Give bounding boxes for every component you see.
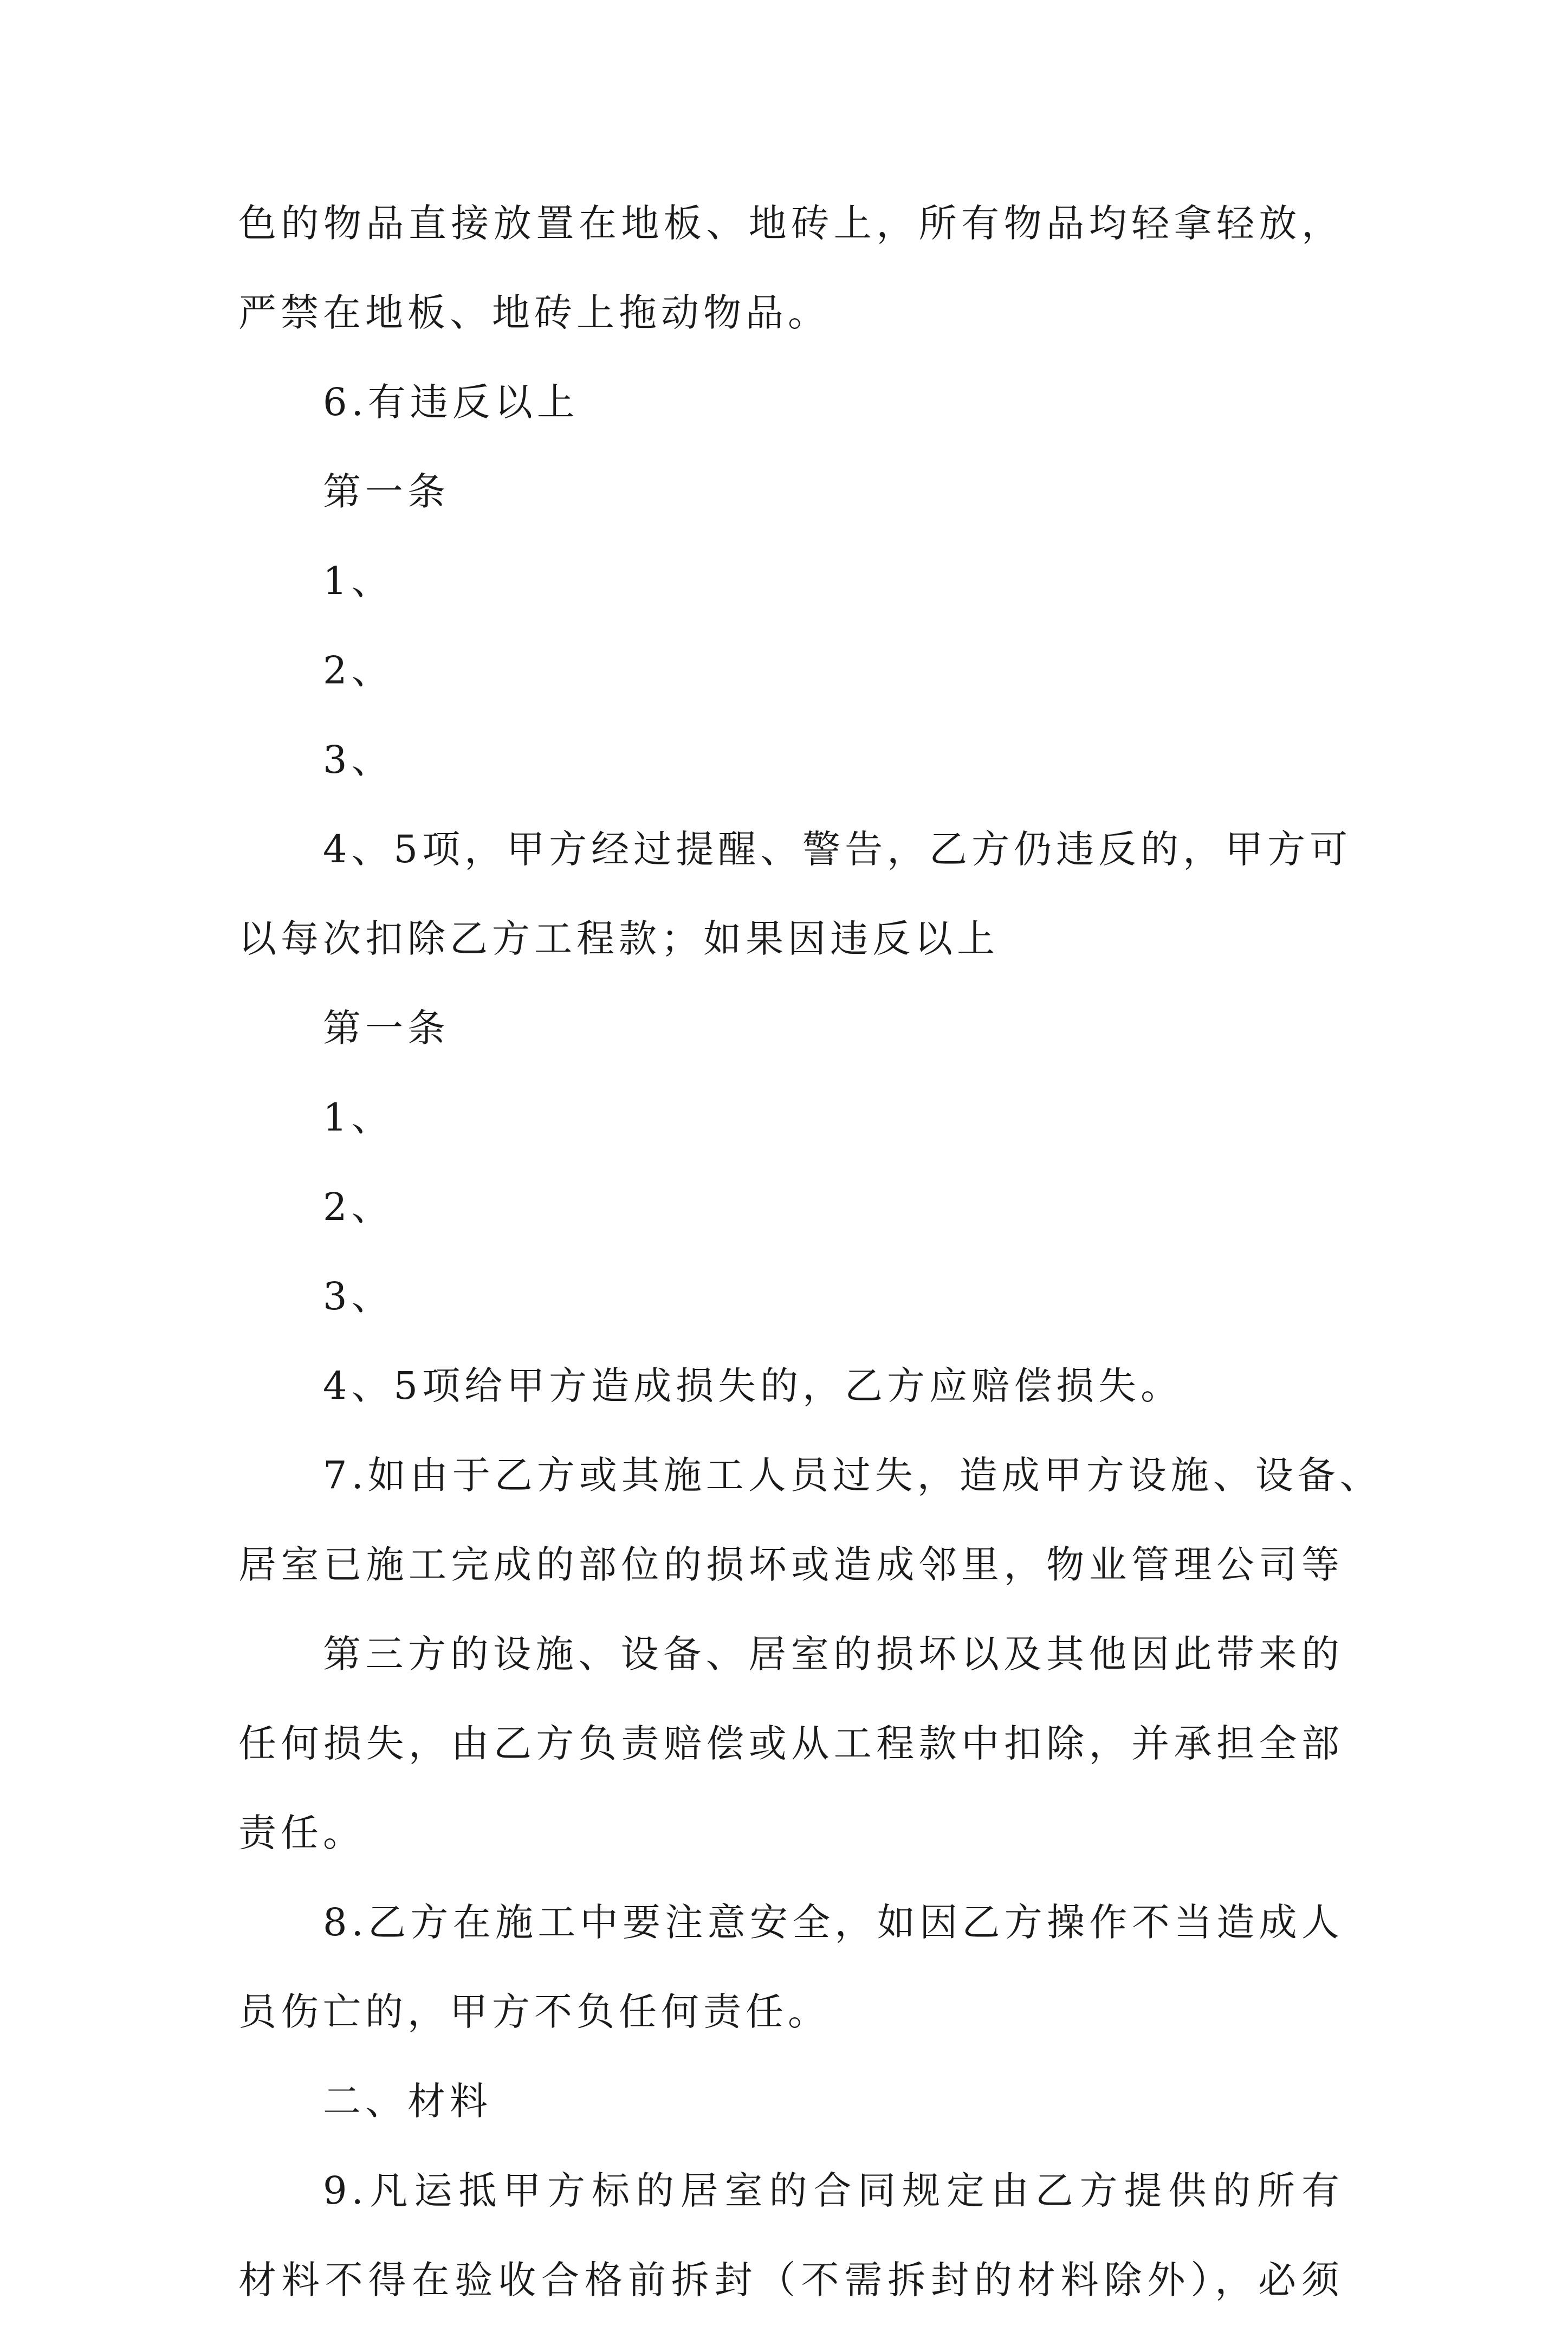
text-line: 责任。 <box>238 1811 365 1855</box>
text-line: 第一条 <box>323 1006 450 1050</box>
text-line: 2、 <box>323 1185 394 1229</box>
text-line: 以每次扣除乙方工程款；如果因违反以上 <box>238 916 999 961</box>
document-body <box>238 179 1382 2325</box>
text-line: 4、5项给甲方造成损失的，乙方应赔偿损失。 <box>323 1364 1183 1408</box>
text-line: 2、 <box>323 648 394 693</box>
text-line: 第一条 <box>323 469 450 514</box>
text-line: 第三方的设施、设备、居室的损坏以及其他因此带来的 <box>323 1632 1344 1676</box>
text-line: 3、 <box>323 1274 394 1319</box>
text-line: 任何损失，由乙方负责赔偿或从工程款中扣除，并承担全部 <box>238 1721 1344 1766</box>
text-line: 材料不得在验收合格前拆封（不需拆封的材料除外），必须 <box>238 2258 1344 2302</box>
text-line: 6.有违反以上 <box>323 380 579 424</box>
text-line: 7.如由于乙方或其施工人员过失，造成甲方设施、设备、 <box>323 1453 1382 1497</box>
text-line: 居室已施工完成的部位的损坏或造成邻里，物业管理公司等 <box>238 1542 1344 1587</box>
text-line: 1、 <box>323 559 394 603</box>
text-line: 1、 <box>323 1095 394 1140</box>
section-heading: 二、材料 <box>323 2079 492 2123</box>
text-line: 严禁在地板、地砖上拖动物品。 <box>238 290 830 335</box>
text-line: 8.乙方在施工中要注意安全，如因乙方操作不当造成人 <box>323 1900 1344 1945</box>
text-line: 员伤亡的，甲方不负任何责任。 <box>238 1990 830 2034</box>
text-line: 3、 <box>323 738 394 782</box>
text-line: 4、5项，甲方经过提醒、警告，乙方仍违反的，甲方可 <box>323 827 1352 871</box>
text-line: 色的物品直接放置在地板、地砖上，所有物品均轻拿轻放， <box>238 201 1344 246</box>
text-line: 9.凡运抵甲方标的居室的合同规定由乙方提供的所有 <box>323 2168 1344 2213</box>
